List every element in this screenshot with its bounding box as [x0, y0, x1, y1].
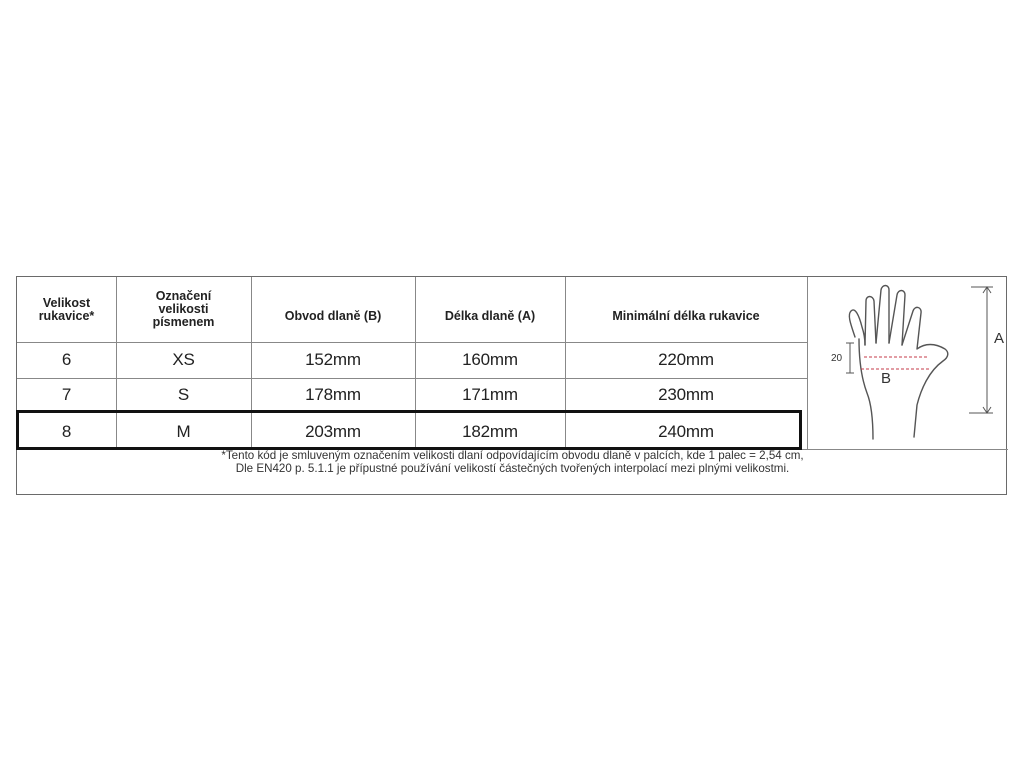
footnote-line2: Dle EN420 p. 5.1.1 je přípustné používání velikostí částečných tvořených interpolací mezi plnými velikostmi. — [235, 462, 790, 475]
dimension-b-label: B — [881, 370, 892, 387]
table-row-cell: 6 — [61, 350, 72, 369]
dimension-20-marker — [846, 343, 854, 373]
table-row-cell: 152mm — [305, 350, 361, 369]
table-row-cell: 178mm — [305, 385, 361, 404]
table-row-cell: M — [176, 421, 191, 441]
header-size — [17, 277, 116, 342]
dimension-a-marker — [969, 287, 993, 413]
highlighted-row-frame — [16, 410, 802, 450]
header-circumference-text: Obvod dlaně (B) — [284, 308, 382, 323]
table-row-cell: 160mm — [462, 350, 518, 369]
table-row-cell: 220mm — [658, 350, 714, 369]
header-size-line2: rukavice* — [38, 308, 95, 323]
dimension-a-label: A — [994, 330, 1005, 347]
header-min-length-text: Minimální délka rukavice — [612, 308, 760, 323]
header-letter-line1: Označení — [155, 289, 212, 303]
table-row-cell: S — [177, 385, 190, 404]
table-row-cell: 240mm — [658, 421, 714, 441]
header-length-text: Délka dlaně (A) — [444, 308, 536, 323]
column-divider — [807, 277, 808, 449]
table-row-cell: 203mm — [305, 421, 361, 441]
table-row-cell: 171mm — [462, 385, 518, 404]
header-letter — [116, 277, 251, 342]
table-row-cell: 8 — [61, 421, 72, 441]
header-letter-line3: písmenem — [152, 315, 215, 329]
hand-outline-icon — [849, 286, 947, 440]
table-row-cell: 230mm — [658, 385, 714, 404]
header-letter-line2: velikosti — [158, 302, 209, 316]
table-row-cell: 7 — [61, 385, 72, 404]
glove-size-chart — [16, 276, 1007, 495]
table-row-cell: XS — [172, 350, 195, 369]
hand-measurement-diagram — [817, 277, 1007, 449]
footnote-line1: *Tento kód je smluveným označením velikosti dlaní odpovídajícím obvodu dlaně v palcích, kde 1 palec = 2,54 cm, — [221, 449, 804, 462]
dimension-20-label: 20 — [831, 353, 843, 364]
table-row-cell: 182mm — [462, 421, 518, 441]
footnote — [17, 449, 1008, 475]
header-size-line1: Velikost — [42, 295, 91, 310]
